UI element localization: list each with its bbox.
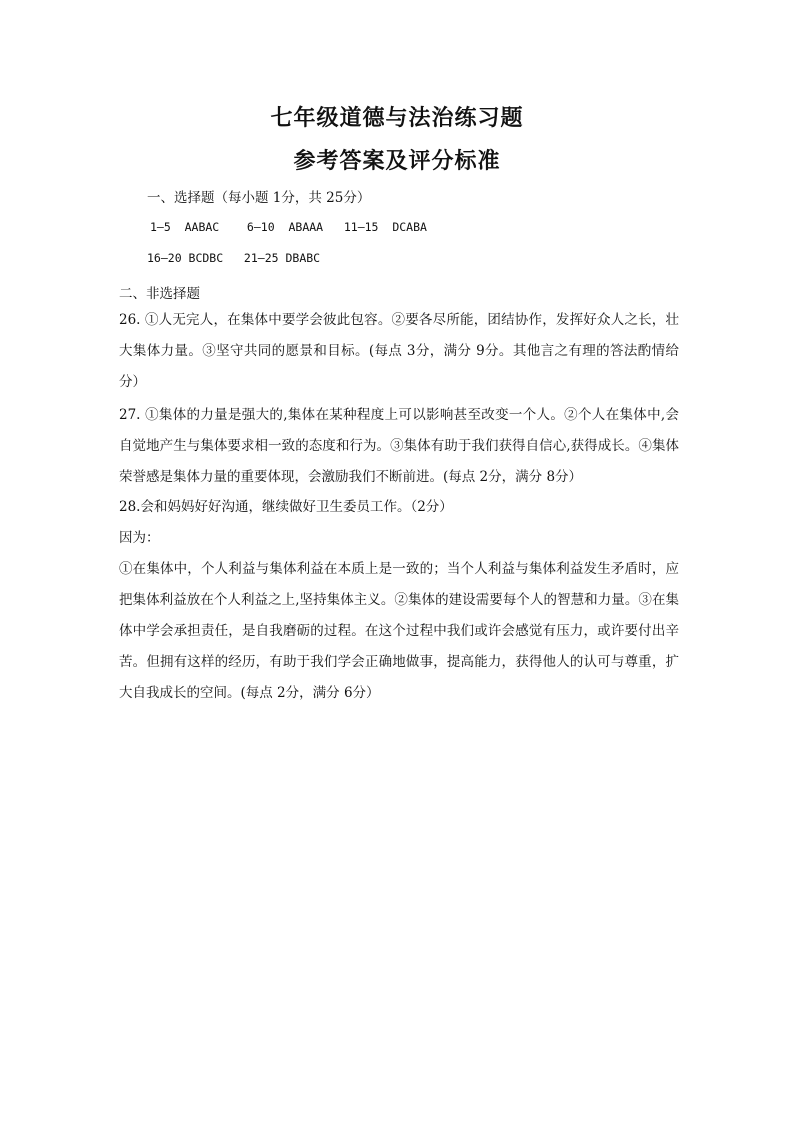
choice-answers-row-2: 16—20 BCDBC 21—25 DBABC [147, 251, 321, 265]
document-title: 七年级道德与法治练习题 [270, 105, 524, 131]
answer-q28: 28.会和妈妈好好沟通，继续做好卫生委员工作。（2分） [119, 499, 453, 515]
answer-q26: 26. ①人无完人，在集体中要学会彼此包容。②要各尽所能，团结协作，发挥好众人之长，壮大集体力量。③坚守共同的愿景和目标。(每点 3分，满分 9分。其他言之有理的答法酌情给分） [119, 312, 679, 390]
section-heading-choice: 一、选择题（每小题 1分，共 25分） [147, 190, 371, 206]
document-subtitle: 参考答案及评分标准 [293, 148, 501, 174]
answer-q27: 27. ①集体的力量是强大的,集体在某种程度上可以影响甚至改变一个人。②个人在集体中,会自觉地产生与集体要求相一致的态度和行为。③集体有助于我们获得自信心,获得成长。④集体荣誉感是集体力量的重要体现，会激励我们不断前进。(每点 2分，满分 8分） [119, 407, 679, 485]
answer-q28-reason: ①在集体中，个人利益与集体利益在本质上是一致的；当个人利益与集体利益发生矛盾时，应把集体利益放在个人利益之上,坚持集体主义。②集体的建设需要每个人的智慧和力量。③在集体中学会承担责任，是自我磨砺的过程。在这个过程中我们或许会感觉有压力，或许要付出辛苦。但拥有这样的经历，有助于我们学会正确地做事，提高能力，获得他人的认可与尊重，扩大自我成长的空间。(每点 2分，满分 6分） [119, 561, 679, 701]
section-heading-nonchoice: 二、非选择题 [119, 286, 200, 302]
choice-answers-row-1: 1—5 AABAC 6—10 ABAAA 11—15 DCABA [150, 220, 427, 234]
because-label: 因为： [119, 530, 160, 546]
